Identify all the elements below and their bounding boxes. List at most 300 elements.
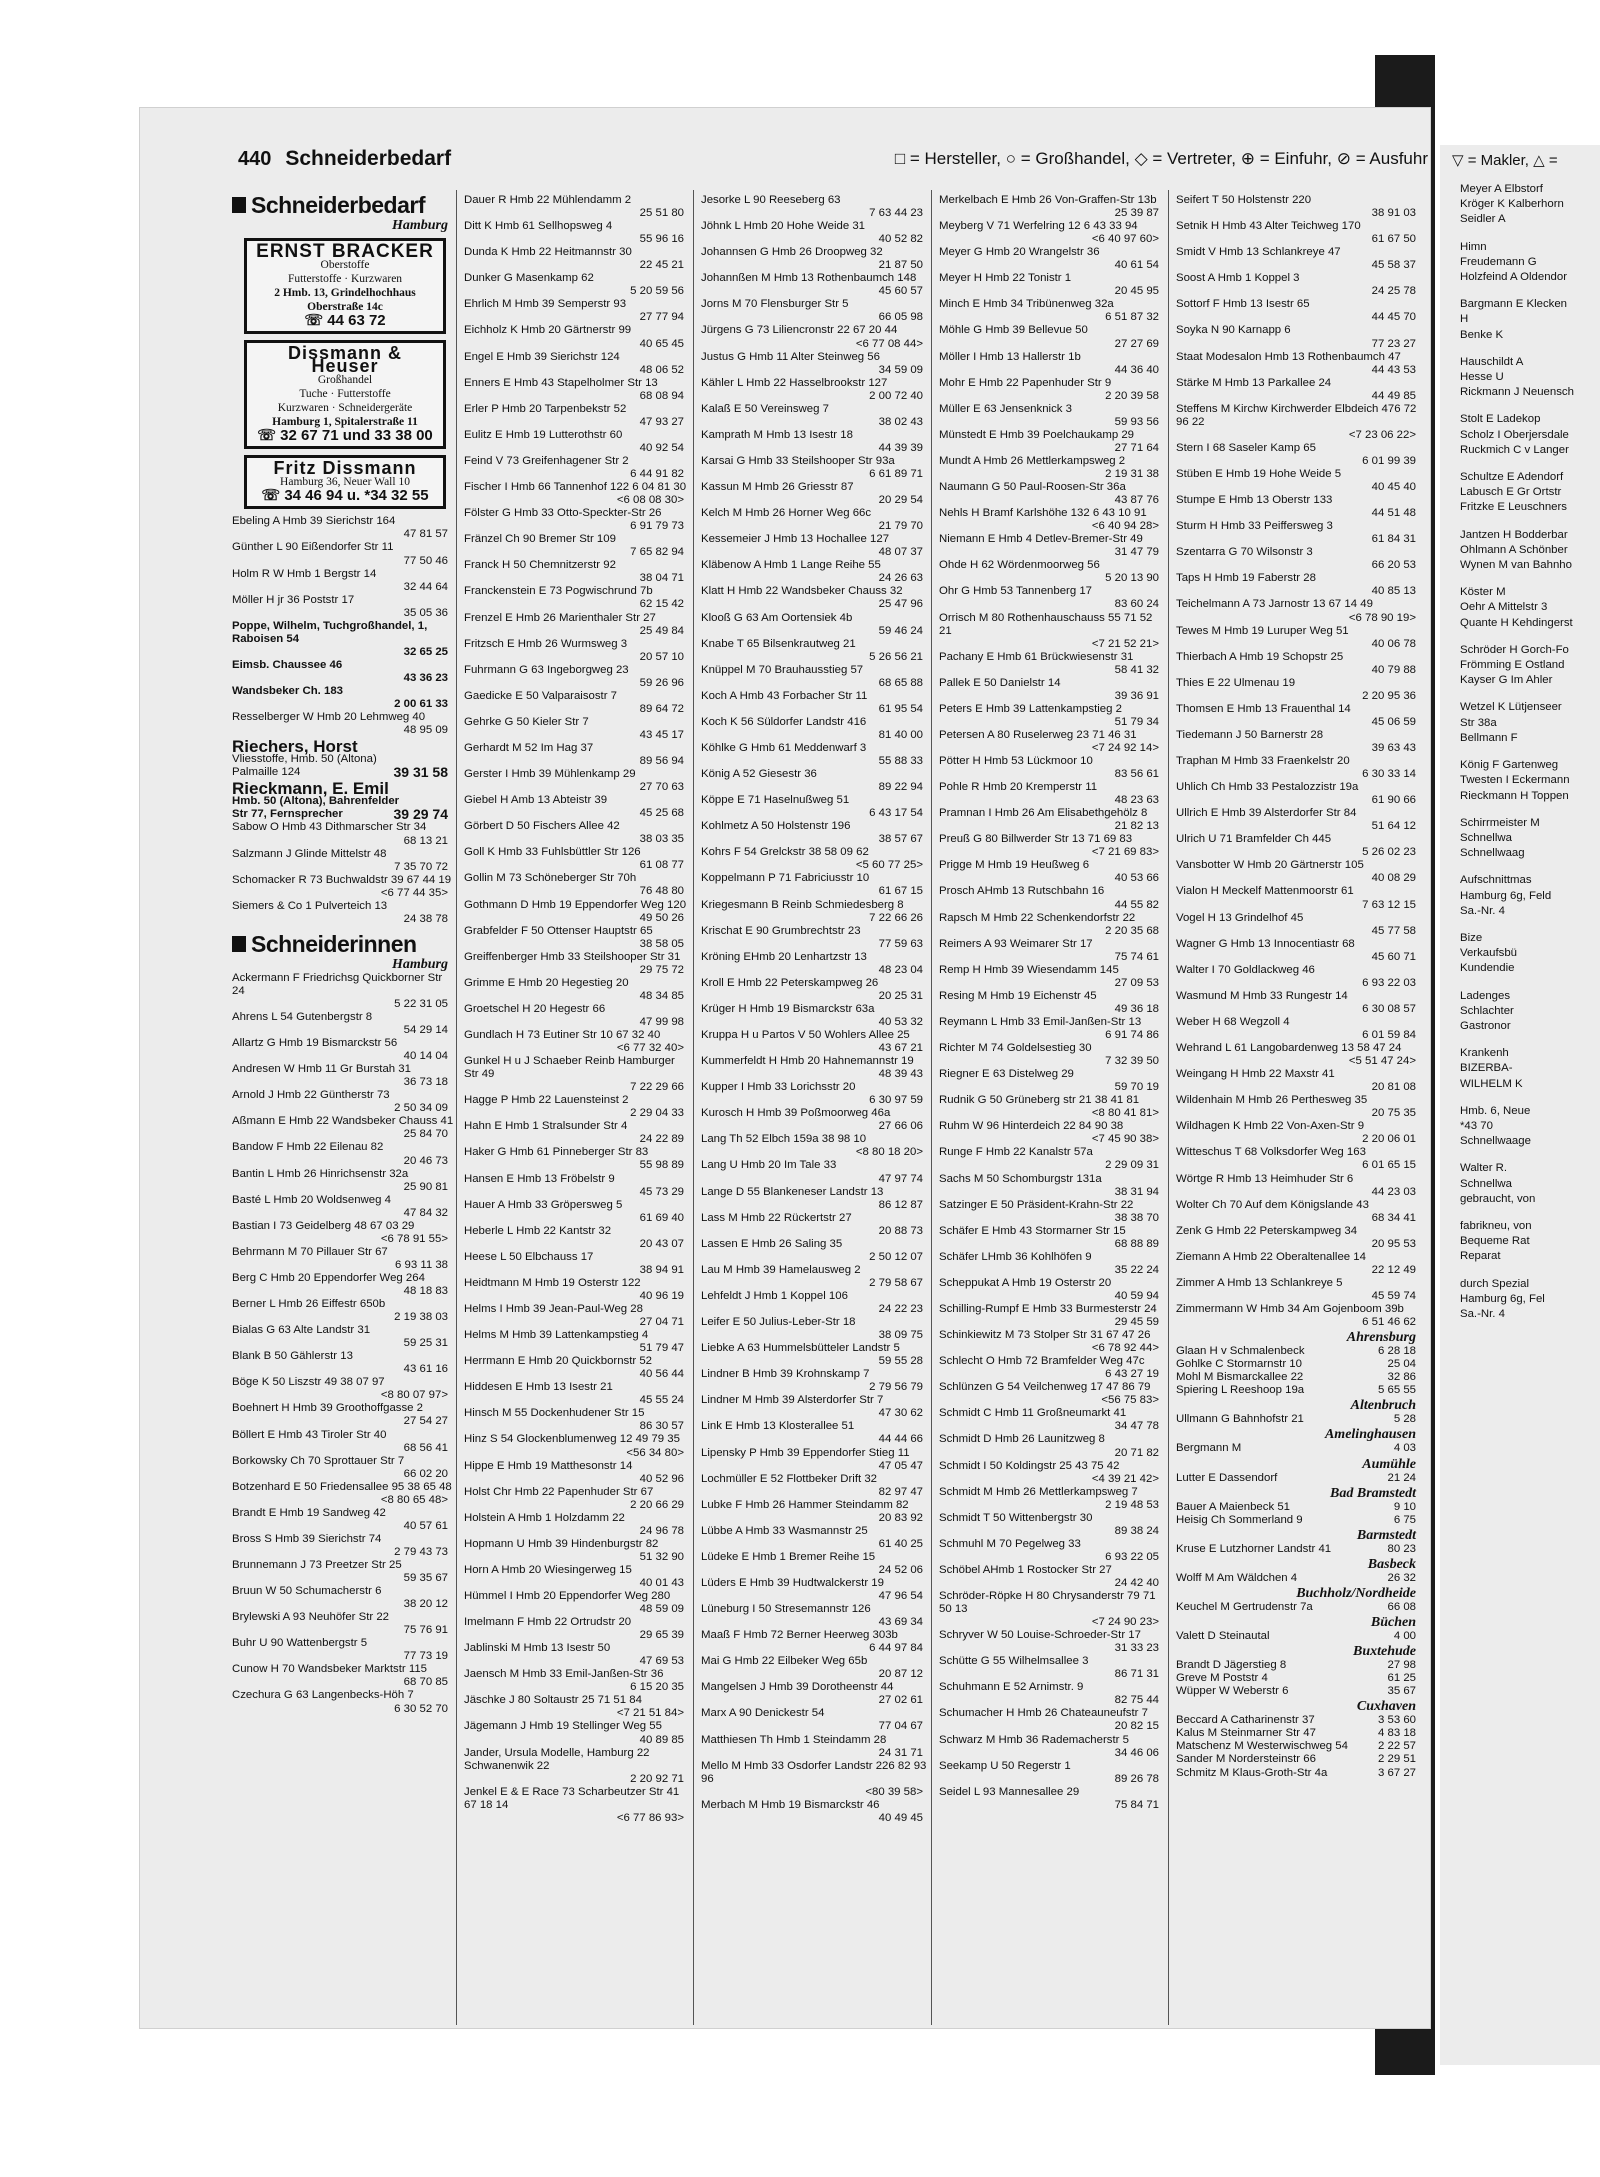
listing-phone: 38 38 70 [1114, 1211, 1159, 1224]
listing-entry [464, 220, 690, 246]
listing-phone: 6 43 17 54 [869, 807, 923, 820]
listing-phone: <56 34 80> [626, 1446, 684, 1459]
listing-name: Köppe E 71 Haselnußweg 51 [701, 794, 850, 807]
adjacent-line: Benke K [1460, 328, 1504, 341]
listing-entry [701, 1525, 929, 1551]
advert-line: Hamburg 1, Spitalerstraße 11 [272, 416, 418, 429]
listing-phone: 2 20 66 29 [630, 1498, 684, 1511]
adjacent-line: Schröder H Gorch-Fo [1460, 643, 1569, 656]
listing-name: Beccard A Catharinenstr 37 [1176, 1714, 1315, 1727]
listing-entry [464, 1512, 690, 1538]
listing-name: Dauer R Hmb 22 Mühlendamm 2 [464, 194, 632, 206]
listing-name: Ullrich E Hmb 39 Alsterdorfer Str 84 [1176, 807, 1357, 820]
listing-phone: <6 77 44 35> [380, 886, 448, 899]
listing-entry [464, 1668, 690, 1694]
listing-phone: 2 22 57 [1377, 1740, 1416, 1753]
listing-name: Wüpper W Weberstr 6 [1176, 1685, 1289, 1698]
listing-entry [1176, 938, 1422, 964]
listing-entry [939, 1486, 1165, 1512]
listing-entry [232, 1037, 454, 1063]
listing-name: Tiedemann J 50 Barnerstr 28 [1176, 728, 1324, 741]
listing-entry [232, 1376, 454, 1402]
listing-phone: 68 08 94 [639, 389, 684, 402]
listing-entry [701, 1029, 929, 1055]
listing-entry [464, 298, 690, 324]
listing-entry [701, 1603, 929, 1629]
listing-name: Schomacker R 73 Buchwaldstr 39 67 44 19 [232, 873, 452, 886]
adjacent-text [1440, 183, 1600, 1321]
listing-name: Berg C Hmb 20 Eppendorfer Weg 264 [232, 1271, 425, 1284]
listing-name: Nehls H Bramf Karlshöhe 132 6 43 10 91 [939, 507, 1147, 520]
listing-name: Rapsch M Hmb 22 Schenkendorfstr 22 [939, 911, 1136, 924]
listing-phone: 25 84 70 [403, 1128, 448, 1141]
listing-name: Ahrens L 54 Gutenbergstr 8 [232, 1011, 373, 1024]
listing-entry [939, 938, 1165, 964]
listing-entry [464, 1173, 690, 1199]
listing-phone: 20 43 07 [639, 1237, 684, 1250]
listing-phone: 58 41 32 [1114, 663, 1159, 676]
adjacent-line: Hmb. 6, Neue [1460, 1104, 1531, 1117]
listing-phone: 29 75 72 [639, 963, 684, 976]
advert-name: ERNST BRACKER [256, 241, 434, 263]
city-heading: Hamburg [391, 218, 448, 233]
running-title: Schneiderbedarf [285, 147, 452, 170]
listing-name: Franck H 50 Chemnitzerstr 92 [464, 559, 616, 572]
listing-name: Jenkel E & E Race 73 Scharbeutzer Str 41 67 18 14 [464, 1785, 680, 1811]
listing-entry [1176, 1727, 1422, 1740]
listing-entry [939, 298, 1165, 324]
listing-name: Hiddesen E Hmb 13 Isestr 21 [464, 1381, 613, 1394]
listing-entry [701, 246, 929, 272]
listing-entry [232, 1429, 454, 1455]
adjacent-line: Aufschnittmas [1460, 874, 1532, 887]
listing-phone: 25 90 81 [403, 1180, 448, 1193]
adjacent-line: BIZERBA- [1460, 1062, 1513, 1075]
listing-phone: <7 23 06 22> [1348, 428, 1416, 441]
listing-name: Goll K Hmb 33 Fuhlsbüttler Str 126 [464, 846, 641, 859]
listing-name: Lass M Hmb 22 Rückertstr 27 [701, 1211, 852, 1224]
listing-entry [701, 272, 929, 298]
listing-name: Seifert T 50 Holstenstr 220 [1176, 194, 1312, 206]
advert-line: 2 Hmb. 13, Grindelhochhaus [274, 287, 416, 300]
listing-entry [1176, 1358, 1422, 1371]
adjacent-line: Schnellwa [1460, 1177, 1512, 1190]
listing-phone: 61 67 15 [878, 885, 923, 898]
section-heading: Schneiderbedarf [232, 197, 454, 213]
listing-entry [939, 1590, 1165, 1629]
listing-entry [939, 585, 1165, 611]
listing-entry [232, 900, 454, 926]
listing-entry [939, 1251, 1165, 1277]
adjacent-line: Meyer A Elbstorf [1460, 183, 1543, 195]
listing-phone: 59 70 19 [1114, 1081, 1159, 1094]
listing-phone: 32 65 25 [403, 645, 448, 658]
listing-entry [464, 1029, 690, 1055]
listing-phone: 40 96 19 [639, 1289, 684, 1302]
listing-phone: 20 25 31 [878, 989, 923, 1002]
listing-entry [701, 1473, 929, 1499]
listing-entry [701, 1420, 929, 1446]
adjacent-line: Verkaufsbü [1460, 947, 1517, 960]
column-rule [931, 190, 932, 2025]
adjacent-line: Gastronor [1460, 1019, 1511, 1032]
listing-name: Seekamp U 50 Regerstr 1 [939, 1759, 1071, 1772]
adjacent-line: Kröger K Kalberhorn [1460, 198, 1564, 211]
listing-phone: 44 55 82 [1114, 898, 1159, 911]
listing-name: Mohl M Bismarckallee 22 [1176, 1371, 1304, 1384]
listing-entry [701, 533, 929, 559]
listing-phone: 55 98 89 [639, 1159, 684, 1172]
listing-phone: 20 88 73 [878, 1224, 923, 1237]
listing-entry [939, 1760, 1165, 1786]
listing-name: Greiffenberger Hmb 33 Steilshooper Str 31 [464, 950, 681, 963]
listing-phone: 5 26 56 21 [869, 650, 923, 663]
listing-phone: 48 39 43 [878, 1068, 923, 1081]
listing-name: Kroll E Hmb 22 Peterskampweg 26 [701, 976, 879, 989]
listing-phone: <6 40 97 60> [1091, 233, 1159, 246]
listing-name: Szentarra G 70 Wilsonstr 3 [1176, 546, 1313, 559]
listing-name: Leifer E 50 Julius-Leber-Str 18 [701, 1316, 856, 1329]
listing-name: Fölster G Hmb 33 Otto-Speckter-Str 26 [464, 507, 662, 520]
adjacent-line: gebraucht, von [1460, 1192, 1536, 1205]
listing-entry [701, 1186, 929, 1212]
listing-entry [1176, 1442, 1422, 1455]
listing-entry [939, 1277, 1165, 1303]
advert-line: Oberstoffe [320, 259, 370, 272]
listing-name: Fuhrmann G 63 Ingeborgweg 23 [464, 663, 629, 676]
listing-phone: 40 61 54 [1114, 259, 1159, 272]
listing-entry [1176, 781, 1422, 807]
advert-name: Fritz Dissmann [273, 458, 417, 479]
listing-phone: 9 10 [1393, 1500, 1416, 1513]
listing-entry [939, 1016, 1165, 1042]
listing-phone: 61 40 25 [878, 1537, 923, 1550]
advert-phone: ☏ 32 67 71 und 33 38 00 [257, 427, 433, 445]
advert-line: Kurzwaren · Schneidergeräte [277, 402, 413, 415]
listing-entry [1176, 377, 1422, 403]
listing-name: Koch K 56 Süldorfer Landstr 416 [701, 715, 867, 728]
listing-entry [939, 377, 1165, 403]
listing-phone: 27 09 53 [1114, 976, 1159, 989]
listing-entry [939, 677, 1165, 703]
listing-phone: 27 66 06 [878, 1120, 923, 1133]
listing-name: Ziemann A Hmb 22 Oberaltenallee 14 [1176, 1250, 1366, 1263]
adjacent-line: Sa.-Nr. 4 [1460, 1307, 1505, 1320]
listing-entry [939, 455, 1165, 481]
listing-name: Franckenstein E 73 Pogwischrund 7b [464, 585, 653, 598]
listing-entry [939, 1225, 1165, 1251]
listing-phone: 48 06 52 [639, 363, 684, 376]
listing-phone: 6 93 22 03 [1362, 976, 1416, 989]
listing-name: Walter I 70 Goldlackweg 46 [1176, 963, 1315, 976]
listing-name: Jander, Ursula Modelle, Hamburg 22 Schwanenwik 22 [464, 1746, 650, 1772]
listing-entry [464, 742, 690, 768]
listing-name: Taps H Hmb 19 Faberstr 28 [1176, 572, 1316, 585]
listing-phone: 5 28 [1393, 1413, 1416, 1426]
listing-phone: 43 87 76 [1114, 494, 1159, 507]
listing-entry [464, 638, 690, 664]
listing-name: Aßmann E Hmb 22 Wandsbeker Chauss 41 [232, 1115, 454, 1128]
listing-name: Hansen E Hmb 13 Fröbelstr 9 [464, 1172, 615, 1185]
listing-entry [1176, 572, 1422, 598]
listing-entry [701, 298, 929, 324]
entry-list [1176, 194, 1422, 1329]
featured-row [232, 808, 454, 821]
listing-entry [701, 820, 929, 846]
listing-entry [1176, 1413, 1422, 1426]
listing-entry [232, 1115, 454, 1141]
featured-name: Rieckmann, E. Emil [232, 779, 389, 799]
listing-entry [939, 272, 1165, 298]
listing-name: Mai G Hmb 22 Eilbeker Weg 65b [701, 1655, 868, 1668]
listing-phone: 2 19 31 38 [1105, 467, 1159, 480]
listing-phone: 89 38 24 [1114, 1524, 1159, 1537]
listing-name: Vogel H 13 Grindelhof 45 [1176, 911, 1304, 924]
listing-phone: 45 60 57 [878, 285, 923, 298]
listing-phone: 82 75 44 [1114, 1694, 1159, 1707]
listing-entry [232, 1559, 454, 1585]
listing-entry [232, 1481, 454, 1507]
listing-phone: <56 75 83> [1101, 1394, 1159, 1407]
listing-phone: 21 82 13 [1114, 820, 1159, 833]
listing-name: Schmidt I 50 Koldingstr 25 43 75 42 [939, 1459, 1120, 1472]
listing-phone: 76 48 80 [639, 885, 684, 898]
adjacent-line: Schlachter [1460, 1004, 1514, 1017]
page-number: 440 [238, 147, 272, 170]
listing-entry [939, 755, 1165, 781]
listing-entry [232, 1272, 454, 1298]
listing-phone: 40 49 45 [878, 1811, 923, 1824]
listing-entry [1176, 1767, 1422, 1780]
listing-entry [701, 742, 929, 768]
listing-phone: <5 60 77 25> [855, 859, 923, 872]
listing-phone: 4 83 18 [1377, 1727, 1416, 1740]
listing-name: Soyka N 90 Karnapp 6 [1176, 324, 1291, 337]
listing-entry [939, 1512, 1165, 1538]
listing-name: Sander M Nordersteinstr 66 [1176, 1753, 1316, 1766]
listing-entry [1176, 703, 1422, 729]
listing-entry [1176, 1225, 1422, 1251]
listing-name: Ruhm W 96 Hinterdeich 22 84 90 38 [939, 1120, 1124, 1133]
listing-entry [701, 1551, 929, 1577]
listing-phone: 35 22 24 [1114, 1263, 1159, 1276]
listing-entry [1176, 351, 1422, 377]
listing-entry [1176, 1303, 1422, 1329]
listing-entry [939, 729, 1165, 755]
listing-entry [464, 846, 690, 872]
listing-entry [232, 594, 454, 620]
listing-entry [464, 1407, 690, 1433]
listing-entry [939, 507, 1165, 533]
listing-phone: 68 88 89 [1114, 1237, 1159, 1250]
listing-phone: 34 46 06 [1114, 1746, 1159, 1759]
listing-name: Holm R W Hmb 1 Bergstr 14 [232, 567, 377, 580]
listing-name: Gehrke G 50 Kieler Str 7 [464, 715, 589, 728]
listing-name: Gerster I Hmb 39 Mühlenkamp 29 [464, 768, 636, 781]
listing-name: Ackermann F Friedrichsg Quickborner Str 24 [232, 971, 443, 997]
listing-entry [232, 1324, 454, 1350]
listing-entry [232, 1533, 454, 1559]
listing-phone: 68 13 21 [403, 834, 448, 847]
adjacent-line: Wetzel K Lütjenseer [1460, 701, 1562, 714]
listing-name: Richter M 74 Goldelsestieg 30 [939, 1042, 1092, 1055]
listing-entry [464, 559, 690, 585]
listing-name: Czechura G 63 Langenbecks-Höh 7 [232, 1689, 414, 1702]
listing-phone: 27 70 63 [639, 781, 684, 794]
listing-name: Kummerfeldt H Hmb 20 Hahnemannstr 19 [701, 1055, 914, 1068]
listing-phone: 45 58 37 [1371, 259, 1416, 272]
listing-phone: 20 87 12 [878, 1668, 923, 1681]
listing-name: Groetschel H 20 Hegestr 66 [464, 1002, 606, 1015]
listing-entry [939, 481, 1165, 507]
listing-name: Gunkel H u J Schaeber Reinb Hamburger Str 49 [464, 1055, 675, 1081]
listing-phone: 34 59 09 [878, 363, 923, 376]
listing-entry [939, 429, 1165, 455]
listing-phone: 27 27 69 [1114, 337, 1159, 350]
listing-name: Sottorf F Hmb 13 Isestr 65 [1176, 298, 1310, 311]
listing-phone: 49 36 18 [1114, 1002, 1159, 1015]
listing-phone: 66 02 20 [403, 1467, 448, 1480]
listing-phone: 77 50 46 [403, 554, 448, 567]
listing-name: Engel E Hmb 39 Sierichstr 124 [464, 350, 620, 363]
listing-entry [1176, 1753, 1422, 1766]
adjacent-line: *43 70 [1460, 1119, 1493, 1132]
listing-name: Hinz S 54 Glockenblumenweg 12 49 79 35 [464, 1433, 680, 1446]
listing-name: Traphan M Hmb 33 Fraenkelstr 20 [1176, 755, 1350, 768]
listing-name: Stärke M Hmb 13 Parkallee 24 [1176, 376, 1332, 389]
listing-entry [939, 403, 1165, 429]
listing-name: Wandsbeker Ch. 183 [232, 684, 343, 697]
listing-entry [939, 807, 1165, 833]
listing-name: Brunnemann J 73 Preetzer Str 25 [232, 1558, 402, 1571]
listing-name: Setnik H Hmb 43 Alter Teichweg 170 [1176, 220, 1361, 233]
listing-name: Wildhagen K Hmb 22 Von-Axen-Str 9 [1176, 1120, 1365, 1133]
listing-name: Ohde H 62 Wördenmoorweg 56 [939, 559, 1100, 572]
listing-name: Bastian I 73 Geidelberg 48 67 03 29 [232, 1219, 415, 1232]
listing-entry [1176, 403, 1422, 442]
listing-entry [701, 1394, 929, 1420]
listing-phone: 89 56 94 [639, 755, 684, 768]
listing-name: Frenzel E Hmb 26 Marienthaler Str 27 [464, 611, 656, 624]
listing-name: Liebke A 63 Hummelsbütteler Landstr 5 [701, 1342, 900, 1355]
listing-entry [464, 951, 690, 977]
listing-phone: 6 15 20 35 [630, 1681, 684, 1694]
listing-name: Ebeling A Hmb 39 Sierichstr 164 [232, 515, 396, 528]
listing-phone: 20 82 15 [1114, 1720, 1159, 1733]
listing-entry [1176, 1659, 1422, 1672]
listing-name: Ulrich U 71 Bramfelder Ch 445 [1176, 833, 1332, 846]
listing-name: Knüppel M 70 Brauhausstieg 57 [701, 663, 864, 676]
listing-phone: 2 19 48 53 [1105, 1498, 1159, 1511]
listing-name: Wörtge R Hmb 13 Heimhuder Str 6 [1176, 1172, 1354, 1185]
listing-name: Hauer A Hmb 33 Gröpersweg 5 [464, 1198, 623, 1211]
listing-entry [464, 690, 690, 716]
listing-name: Kohrs F 54 Grelckstr 38 58 09 62 [701, 846, 869, 859]
listing-phone: 89 26 78 [1114, 1772, 1159, 1785]
listing-phone: 20 46 73 [403, 1154, 448, 1167]
running-header [238, 144, 1428, 174]
listing-entry [464, 1251, 690, 1277]
listing-entry [1176, 272, 1422, 298]
listing-phone: 44 39 39 [878, 441, 923, 454]
listing-entry [939, 194, 1165, 220]
listing-phone: 6 44 91 82 [630, 467, 684, 480]
listing-entry [939, 612, 1165, 651]
listing-phone: 6 30 08 57 [1362, 1002, 1416, 1015]
listing-name: Stüben E Hmb 19 Hohe Weide 5 [1176, 467, 1342, 480]
listing-phone: 47 05 47 [878, 1459, 923, 1472]
listing-phone: 83 60 24 [1114, 598, 1159, 611]
listing-name: Meyer H Hmb 22 Tonistr 1 [939, 272, 1072, 285]
listing-phone: 3 53 60 [1377, 1714, 1416, 1727]
listing-phone: <6 77 86 93> [616, 1811, 684, 1824]
listing-entry [939, 1629, 1165, 1655]
listing-phone: 83 56 61 [1114, 768, 1159, 781]
listing-phone: 2 20 95 36 [1362, 689, 1416, 702]
listing-name: Schmitz M Klaus-Groth-Str 4a [1176, 1766, 1328, 1779]
listing-name: Buhr U 90 Wattenbergstr 5 [232, 1637, 368, 1650]
listing-phone: 75 76 91 [403, 1624, 448, 1637]
listing-phone: 40 53 32 [878, 1015, 923, 1028]
listing-phone: 66 08 [1387, 1600, 1416, 1613]
listing-phone: 45 55 24 [639, 1394, 684, 1407]
listing-name: Kassun M Hmb 26 Griesstr 87 [701, 481, 854, 494]
listing-phone: <6 78 92 44> [1091, 1342, 1159, 1355]
listing-phone: 86 12 87 [878, 1198, 923, 1211]
listing-entry [1176, 1572, 1422, 1585]
listing-entry [1176, 298, 1422, 324]
listing-phone: 40 01 43 [639, 1576, 684, 1589]
listing-entry [464, 1055, 690, 1094]
listing-phone: 2 79 58 67 [869, 1276, 923, 1289]
listing-entry [939, 1681, 1165, 1707]
listing-phone: 61 95 54 [878, 702, 923, 715]
listing-entry [464, 1460, 690, 1486]
listing-name: Jürgens G 73 Liliencronstr 22 67 20 44 [701, 324, 898, 337]
listing-entry [1176, 1501, 1422, 1514]
listing-entry [939, 1786, 1165, 1812]
adjacent-line: Köster M [1460, 586, 1506, 599]
listing-entry [701, 1081, 929, 1107]
listing-phone: <8 80 18 20> [855, 1146, 923, 1159]
town-heading: Buchholz/Nordheide [1296, 1585, 1416, 1601]
listing-entry [232, 1246, 454, 1272]
listing-entry [939, 1407, 1165, 1433]
listing-phone: 6 01 65 15 [1362, 1159, 1416, 1172]
adjacent-line: Seidler A [1460, 213, 1506, 226]
listing-phone: 5 65 55 [1377, 1384, 1416, 1397]
listing-entry [464, 1433, 690, 1459]
listing-name: Fränzel Ch 90 Bremer Str 109 [464, 533, 616, 546]
listing-phone: 31 47 79 [1114, 546, 1159, 559]
listing-entry [701, 481, 929, 507]
listing-phone: 5 22 31 05 [394, 997, 448, 1010]
listing-entry [701, 507, 929, 533]
listing-entry [701, 638, 929, 664]
listing-phone: 48 23 04 [878, 963, 923, 976]
advert-line: Oberstraße 14c [307, 301, 383, 314]
listing-entry [939, 964, 1165, 990]
listing-phone: 40 92 54 [639, 441, 684, 454]
listing-name: Kohlmetz A 50 Holstenstr 196 [701, 820, 851, 833]
listing-phone: 6 93 22 05 [1105, 1550, 1159, 1563]
listing-phone: 59 93 56 [1114, 415, 1159, 428]
listing-phone: 43 67 21 [878, 1042, 923, 1055]
symbol-legend: □ = Hersteller, ○ = Großhandel, ◇ = Vertreter, ⊕ = Einfuhr, ⊘ = Ausfuhr [894, 149, 1428, 168]
listing-phone: 44 45 70 [1371, 311, 1416, 324]
listing-phone: 38 31 94 [1114, 1185, 1159, 1198]
adjacent-line: H [1460, 313, 1469, 326]
